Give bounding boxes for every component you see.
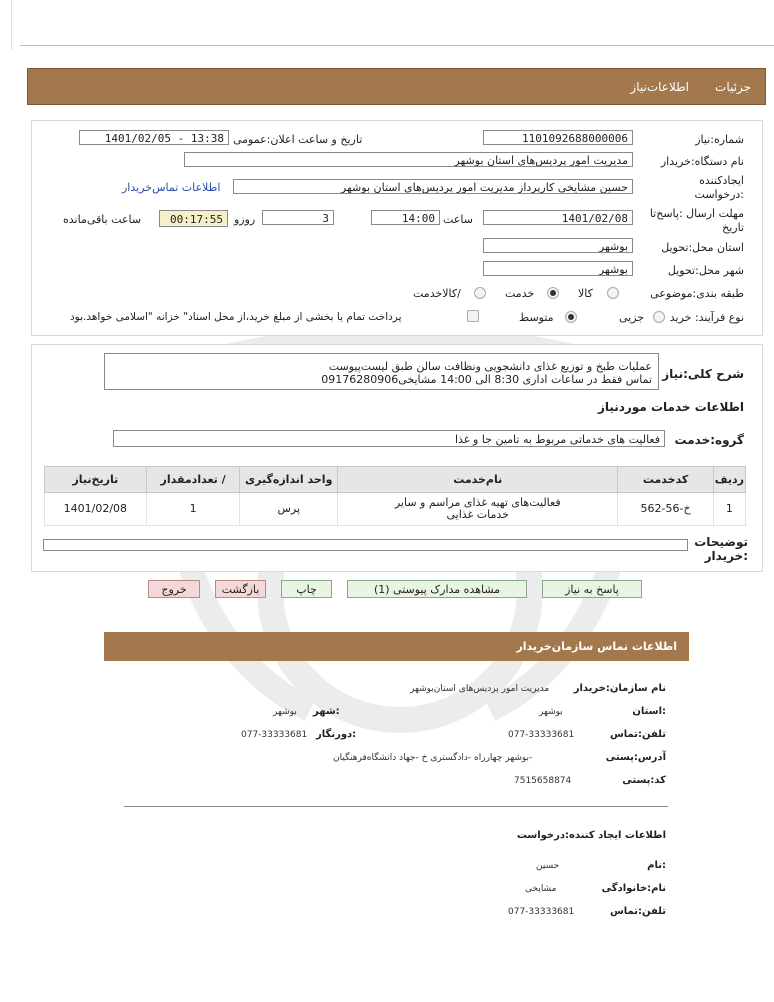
buyer-notes-label-line2: :خریدار — [704, 549, 748, 563]
announce-datetime-field: 1401/02/05 - 13:38 — [79, 130, 229, 145]
announce-label: تاریخ و ساعت اعلان:عمومی — [233, 133, 363, 146]
address-label: آدرس:پستی — [605, 752, 666, 763]
city-label: شهر محل:تحویل — [667, 264, 744, 277]
category-label: طبقه بندی:موضوعی — [650, 287, 744, 300]
city-contact-label: :شهر — [313, 706, 340, 717]
cell-name — [338, 493, 618, 526]
creator-label-line1: ایجادکننده — [699, 174, 744, 187]
buyer-contact-title: اطلاعات تماس سازمان‌خریدار — [516, 640, 677, 653]
creator-phone-label: تلفن:تماس — [609, 906, 666, 917]
reply-button[interactable]: پاسخ به نیاز — [542, 580, 642, 598]
tab-details[interactable]: جزئیات — [715, 80, 751, 94]
postal-code-label: کد:پستی — [622, 775, 666, 786]
province-field: بوشهر — [483, 238, 633, 253]
buyer-contact-link[interactable]: اطلاعات تماس‌خریدار — [122, 181, 221, 194]
province-contact-value: بوشهر — [539, 707, 563, 717]
top-divider — [20, 45, 774, 46]
description-box — [104, 353, 659, 390]
province-label: استان محل:تحویل — [661, 241, 744, 254]
fax-value: 077-33333681 — [241, 730, 308, 740]
general-description-label: شرح کلی:نیاز — [662, 367, 744, 381]
services-table — [44, 466, 746, 526]
org-name-value: مدیریت امور پردیس‌های استان‌بوشهر — [410, 684, 550, 694]
creator-family-value: مشایخی — [525, 884, 557, 894]
contact-divider — [124, 806, 668, 807]
treasury-payment-checkbox[interactable] — [467, 310, 479, 322]
cell-qty: 1 — [146, 493, 240, 526]
deadline-label-line2: تاریخ — [722, 221, 744, 234]
creator-family-label: نام:خانوادگی — [601, 883, 666, 894]
back-button[interactable]: بازگشت — [215, 580, 266, 598]
cell-row: 1 — [713, 493, 745, 526]
province-contact-label: :استان — [632, 706, 666, 717]
services-info-title: اطلاعات خدمات موردنیاز — [597, 400, 744, 414]
table-header-row — [45, 467, 746, 493]
description-line-1: عملیات طبخ و توزیع غذای دانشجویی ونظافت سالن طبق لیست‌پیوست — [328, 360, 652, 373]
process-minor-label: جزیی — [619, 311, 645, 324]
fax-label: :دورنگار — [316, 729, 357, 740]
phone-label: تلفن:تماس — [609, 729, 666, 740]
process-medium-label: متوسط — [519, 311, 554, 324]
category-radio-goods-service[interactable] — [474, 287, 486, 299]
exit-button[interactable]: خروج — [148, 580, 200, 598]
col-row: ردیف — [713, 467, 745, 493]
treasury-payment-note: پرداخت تمام یا بخشی از مبلغ خرید،از محل اسناد" خزانه "اسلامی خواهد.بود — [70, 311, 402, 323]
need-number-label: شماره:نیاز — [695, 133, 744, 146]
category-goods-label: کالا — [578, 287, 593, 300]
cell-code: خ-56-562 — [618, 493, 713, 526]
category-radio-goods[interactable] — [607, 287, 619, 299]
description-line-2: تماس فقط در ساعات اداری 8:30 الی 14:00 مشایخی09176280906 — [321, 373, 652, 386]
buyer-notes-label-line1: توضیحات — [694, 535, 748, 549]
col-code: کدخدمت — [618, 467, 713, 493]
creator-label-line2: :درخواست — [694, 188, 744, 201]
col-date: تاریخ‌نیاز — [45, 467, 147, 493]
need-number-field: 1101092688000006 — [483, 130, 633, 145]
left-divider — [11, 0, 12, 50]
postal-code-value: 7515658874 — [514, 776, 572, 786]
attachments-button[interactable]: مشاهده مدارک پیوستی (1) — [347, 580, 527, 598]
col-unit: واحد اندازه‌گیری — [240, 467, 338, 493]
city-contact-value: بوشهر — [273, 707, 297, 717]
details-header-bar — [27, 68, 766, 105]
phone-value: 077-33333681 — [508, 730, 575, 740]
buyer-org-label: نام دستگاه:خریدار — [660, 155, 744, 168]
remaining-label: ساعت باقی‌مانده — [63, 213, 142, 226]
col-qty: / تعدادمقدار — [146, 467, 240, 493]
col-name: نام‌خدمت — [338, 467, 618, 493]
creator-name-label: :نام — [647, 860, 666, 871]
deadline-hour-field: 14:00 — [371, 210, 440, 225]
tab-need-info[interactable]: اطلاعات‌نیاز — [630, 80, 689, 94]
city-field: بوشهر — [483, 261, 633, 276]
remaining-timer: 00:17:55 — [159, 210, 228, 227]
creator-info-title: اطلاعات ایجاد کننده:درخواست — [516, 830, 666, 841]
days-label: روزو — [234, 213, 256, 226]
address-value: -بوشهر چهارراه -دادگستری خ -جهاد دانشگاه‌فرهنگیان — [333, 753, 533, 763]
cell-date: 1401/02/08 — [45, 493, 147, 526]
deadline-date-field: 1401/02/08 — [483, 210, 633, 225]
buyer-contact-header — [104, 632, 689, 661]
cell-unit: پرس — [240, 493, 338, 526]
category-goods-service-label: /کالاخدمت — [413, 287, 461, 300]
cell-name-line1: فعالیت‌های تهیه غذای مراسم و سایر — [394, 496, 561, 509]
process-label: نوع فرآیند: خرید — [669, 311, 744, 324]
buyer-notes-field — [43, 539, 688, 551]
process-radio-minor[interactable] — [653, 311, 665, 323]
service-group-field: فعالیت های خدماتی مربوط به تامین جا و غذا — [113, 430, 665, 447]
hour-label: ساعت — [443, 213, 473, 226]
category-radio-service[interactable] — [547, 287, 559, 299]
days-field: 3 — [262, 210, 334, 225]
process-radio-medium[interactable] — [565, 311, 577, 323]
category-service-label: خدمت — [505, 287, 535, 300]
buyer-org-field: مدیریت امور پردیس‌های استان بوشهر — [184, 152, 633, 167]
creator-phone-value: 077-33333681 — [508, 907, 575, 917]
org-name-label: نام سازمان:خریدار — [573, 683, 666, 694]
table-row — [45, 493, 746, 526]
deadline-label-line1: مهلت ارسال :پاسخ‌تا — [649, 207, 744, 220]
print-button[interactable]: چاپ — [281, 580, 332, 598]
service-group-label: گروه:خدمت — [674, 433, 744, 447]
cell-name-line2: خدمات غذایی — [446, 508, 509, 521]
creator-name-value: حسین — [536, 861, 560, 871]
creator-field: حسین مشایخی کارپرداز مدیریت امور پردیس‌های استان بوشهر — [233, 179, 633, 194]
